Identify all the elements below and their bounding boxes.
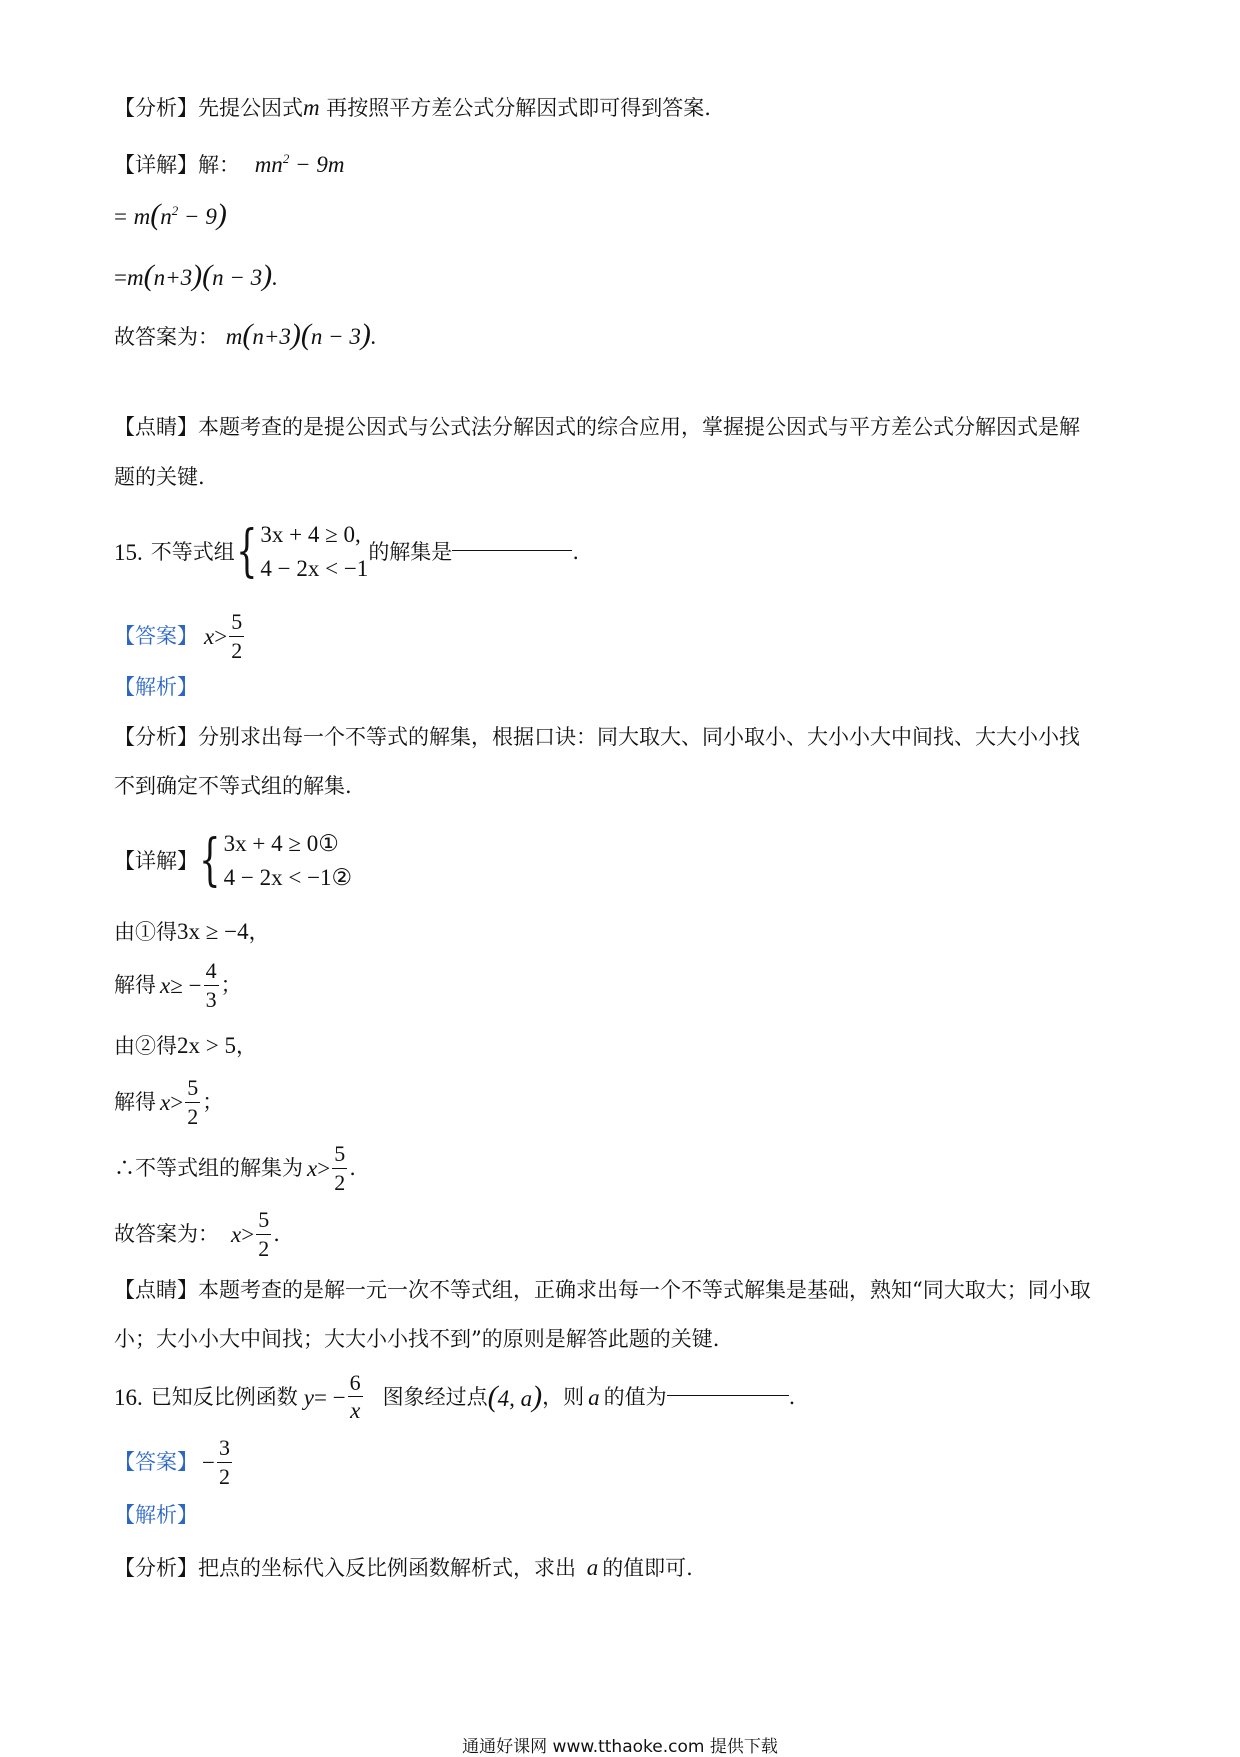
fraction: $\frac{6}{x}$	[349, 1369, 361, 1423]
fraction: $\frac{5}{2}$	[258, 1207, 270, 1261]
analysis-line-14	[114, 96, 711, 119]
equals-sign: =	[114, 265, 127, 290]
step-line	[114, 1034, 257, 1057]
fraction: $\frac{5}{2}$	[231, 609, 243, 663]
system-row-1: 3x + 4 ≥ 0①	[223, 830, 339, 856]
fenxi-line-15-cont	[114, 776, 352, 797]
answer-tag: 【答案】	[114, 1449, 198, 1474]
dianjing-text: 小；大小小大中间找；大大小小找不到”的原则是解答此题的关键.	[114, 1327, 720, 1351]
detail-line-14	[114, 152, 344, 176]
question-number: 15.	[114, 539, 143, 565]
fenxi-text: 把点的坐标代入反比例函数解析式，求出	[198, 1556, 576, 1580]
step-punct: ，	[248, 920, 270, 944]
fraction: $\frac{4}{3}$	[205, 958, 217, 1012]
analysis-tag: 【解析】	[114, 675, 198, 699]
step-line: ∴不等式组的解集为 x > $\frac{5}{2}$ .	[114, 1141, 356, 1195]
step-line: 解得 x ≥ − $\frac{4}{3}$ ；	[114, 958, 242, 1012]
dianjing-text: 题的关键.	[114, 465, 205, 489]
dianjing-line-15-cont	[114, 1329, 719, 1350]
step-text: 故答案为：	[114, 1221, 219, 1246]
analysis-tag: 【解析】	[114, 1503, 198, 1527]
math-expression: m(n+3)(n − 3).	[225, 318, 377, 351]
analysis-tag: 【分析】	[114, 96, 198, 120]
equation-line	[114, 200, 227, 230]
question-15	[114, 512, 579, 592]
question-16: 16. 已知反比例函数 y = − $\frac{6}{x}$ 图象经过点 (4, a) ，则 a 的值为 .	[114, 1369, 796, 1423]
step-punct: .	[273, 1221, 280, 1246]
answer-line-14	[114, 320, 377, 350]
math-var: m	[303, 95, 320, 120]
dianjing-tag: 【点睛】	[114, 1278, 198, 1302]
step-punct: ；	[202, 1089, 224, 1114]
dianjing-text: 本题考查的是解一元一次不等式组，正确求出每一个不等式解集是基础，熟知“同大取大；同小取	[198, 1278, 1091, 1302]
fenxi-text: 不到确定不等式组的解集.	[114, 774, 352, 798]
fenxi-text: 分别求出每一个不等式的解集，根据口诀：同大取大、同小取小、大小小大中间找、大大小小找	[198, 725, 1080, 749]
inequality-system	[235, 518, 369, 587]
question-tail: 的值为	[603, 1384, 667, 1409]
question-stem: 不等式组	[150, 539, 235, 564]
step-punct: .	[349, 1155, 356, 1180]
step-math: 3x ≥ −4	[177, 919, 249, 944]
math-var: a	[586, 1555, 599, 1580]
question-stem: 已知反比例函数	[150, 1384, 298, 1409]
step-text: 解得	[114, 1089, 156, 1114]
question-mid: 图象经过点	[382, 1384, 488, 1409]
step-text: 由②得	[114, 1034, 177, 1058]
step-punct: ，	[235, 1034, 257, 1058]
equals-sign: =	[114, 204, 127, 229]
question-number: 16.	[114, 1384, 143, 1410]
dianjing-line-14	[114, 417, 1080, 438]
detail-tag: 【详解】	[114, 153, 198, 177]
fraction: $\frac{5}{2}$	[187, 1075, 199, 1129]
analysis-text: 先提公因式	[198, 96, 303, 120]
fraction: $\frac{3}{2}$	[218, 1435, 230, 1489]
step-text: 由①得	[114, 920, 177, 944]
answer-blank	[667, 1394, 789, 1396]
math-expression: $m(n^2 - 9)$	[133, 198, 227, 231]
detail-tag: 【详解】	[114, 848, 198, 873]
system-row-2: 4 − 2x < −1②	[223, 865, 353, 890]
fenxi-text: 的值即可.	[602, 1556, 693, 1580]
inequality-system: { 3x + 4 ≥ 0① 4 − 2x < −1②	[198, 827, 352, 896]
question-tail: ，则	[542, 1384, 585, 1409]
point: (4, a)	[487, 1380, 543, 1413]
fenxi-tag: 【分析】	[114, 725, 198, 749]
step-punct: ；	[220, 972, 242, 997]
step-math: 2x > 5	[177, 1033, 236, 1058]
detail-text: 解：	[198, 153, 240, 177]
fenxi-line-15	[114, 727, 1080, 748]
period: .	[572, 539, 579, 564]
math-var: a	[588, 1384, 600, 1410]
fenxi-line-16	[114, 1556, 693, 1579]
period: .	[788, 1384, 796, 1409]
dianjing-text: 本题考查的是提公因式与公式法分解因式的综合应用，掌握提公因式与平方差公式分解因式是解	[198, 415, 1080, 439]
dianjing-line-14-cont	[114, 467, 205, 488]
answer-text: 故答案为：	[114, 325, 219, 349]
fenxi-tag: 【分析】	[114, 1556, 198, 1580]
analysis-text: 再按照平方差公式分解因式即可得到答案.	[319, 96, 711, 120]
step-text: 解得	[114, 972, 156, 997]
dianjing-line-15	[114, 1280, 1091, 1301]
step-line	[114, 920, 270, 943]
answer-line-16: 【答案】 − $\frac{3}{2}$	[114, 1435, 230, 1489]
system-row-1: 3x + 4 ≥ 0,	[260, 521, 361, 547]
answer-blank	[452, 549, 572, 551]
answer-line-15: 【答案】 x > $\frac{5}{2}$	[114, 609, 243, 663]
math-expression: $mn^2 - 9m$	[254, 151, 345, 177]
system-row-2: 4 − 2x < −1	[260, 556, 369, 581]
answer-tag: 【答案】	[114, 623, 198, 648]
analysis-header-16	[114, 1505, 198, 1526]
step-text: ∴不等式组的解集为	[114, 1155, 303, 1180]
equation-line	[114, 261, 278, 291]
math-expression: m(n+3)(n − 3).	[126, 259, 278, 292]
dianjing-tag: 【点睛】	[114, 415, 198, 439]
fraction: $\frac{5}{2}$	[334, 1141, 346, 1195]
detail-line-15	[114, 822, 352, 900]
footer: 通通好课网 www.tthaoke.com 提供下载	[462, 1737, 778, 1757]
analysis-header-15	[114, 677, 198, 698]
step-line: 解得 x > $\frac{5}{2}$ ；	[114, 1075, 224, 1129]
answer-line-15b: 故答案为： x > $\frac{5}{2}$ .	[114, 1207, 280, 1261]
brace: {	[235, 519, 258, 584]
question-tail: 的解集是	[368, 539, 453, 564]
